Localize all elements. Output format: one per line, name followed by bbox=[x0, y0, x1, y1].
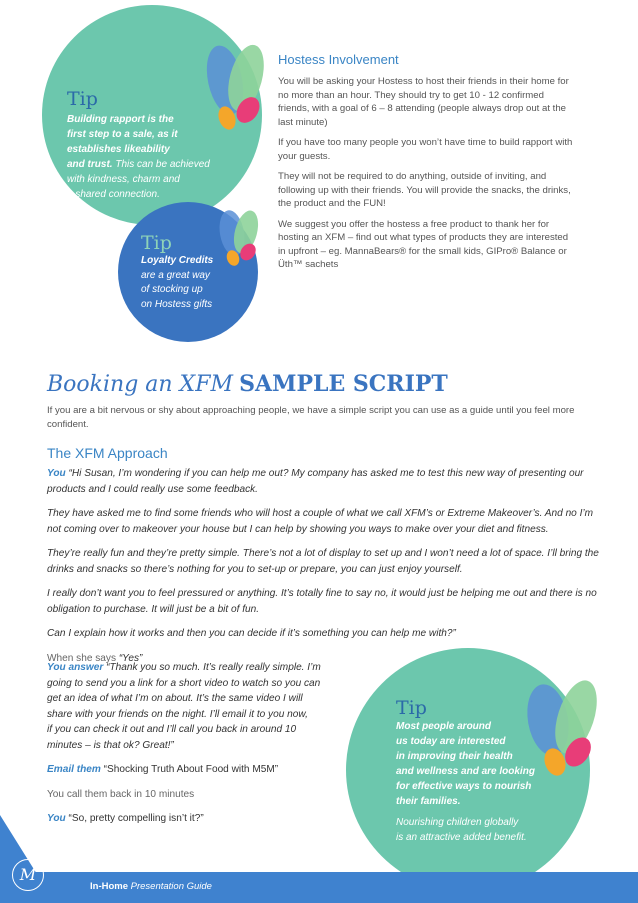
hostess-paragraph: You will be asking your Hostess to host their friends in their home for no more than an hour. They should try to get 10 - 12 confirmed friends, with a goal of 6 – 8 attending (people always drop out at the last minute) bbox=[278, 76, 569, 128]
script-text: “Thank you so much. It’s really really simple. I’m bbox=[103, 662, 321, 673]
booking-title-italic: Booking an XFM bbox=[47, 372, 234, 397]
hostess-section bbox=[278, 52, 578, 279]
script-text: Can I explain how it works and then you can decide if it’s something you can help me with?” bbox=[47, 628, 456, 639]
tip1-text-line: a shared connection. bbox=[67, 189, 160, 200]
tip1-title: Tip bbox=[67, 88, 98, 110]
script-text: minutes – is that ok? Great!” bbox=[47, 739, 174, 751]
tip3-bold-line: us today are interested bbox=[396, 736, 506, 747]
booking-title-bold: SAMPLE SCRIPT bbox=[239, 371, 448, 397]
hostess-paragraph: We suggest you offer the hostess a free product to thank her for hosting an XFM – find out what types of products they are interested in upfront – eg. MannaBears® for the small kids, GIPro® Balance or Üth™ sachets bbox=[278, 218, 569, 270]
booking-title bbox=[47, 371, 607, 397]
script-body bbox=[47, 466, 607, 675]
footer-italic: Presentation Guide bbox=[128, 881, 212, 892]
hostess-paragraph: If you have too many people you won’t have time to build rapport with your guests. bbox=[278, 137, 573, 162]
tip2-line: of stocking up bbox=[141, 284, 203, 295]
tip3-bold-line: for effective ways to nourish bbox=[396, 781, 532, 792]
tip2-line: are a great way bbox=[141, 269, 210, 281]
tip2-title: Tip bbox=[141, 232, 172, 254]
tip1-bold-line: and trust. bbox=[67, 159, 113, 170]
tip3-text-line: is an attractive added benefit. bbox=[396, 832, 527, 843]
script-plain: When she says bbox=[47, 652, 119, 664]
tip3-bold-line: in improving their health bbox=[396, 751, 513, 762]
tip3-text-line: Nourishing children globally bbox=[396, 817, 519, 828]
tip1-bold-line: establishes likeability bbox=[67, 144, 170, 155]
tip3-bold-line: Most people around bbox=[396, 721, 491, 732]
script-text: I really don’t want you to feel pressured or anything. It’s totally fine to say no, it would just be helping me out and there is no obligation to purchase. It will just be a bit of fun. bbox=[47, 588, 597, 615]
tip3-title: Tip bbox=[396, 697, 427, 719]
script-text: “Hi Susan, I’m wondering if you can help me out? My company has asked me to test this new way of presenting our products and I could really use some feedback. bbox=[47, 468, 584, 495]
tip1-bold-line: first step to a sale, as it bbox=[67, 129, 178, 140]
script-quote: “Yes” bbox=[118, 652, 143, 664]
script-text: They’re really fun and they’re pretty simple. There’s not a lot of display to set up and I won’t need a lot of space. I’ll bring the drinks and snacks so there’s nothing for you to set-up or prepare, you can just enjoy yourself. bbox=[47, 548, 599, 575]
script-text: They have asked me to find some friends who will host a couple of what we call XFM’s or Extreme Makeover’s. And no I’m not coming over to makeover your house but I can help by showing you ways to make over your diet and fitness. bbox=[47, 508, 594, 535]
script-text: get an idea of what I’m on about. It’s the same video I will bbox=[47, 693, 303, 704]
footer-bold: In-Home bbox=[90, 881, 128, 892]
script-text: share with your friends on the night. I’ll email it to you now, bbox=[47, 708, 308, 720]
booking-intro: If you are a bit nervous or shy about approaching people, we have a simple script you can use as a guide until you feel more confident. bbox=[47, 405, 575, 430]
speaker-you: You bbox=[47, 468, 66, 479]
tip2-line: Loyalty Credits bbox=[141, 255, 214, 266]
approach-heading: The XFM Approach bbox=[47, 445, 168, 461]
tip1-bold-line: Building rapport is the bbox=[67, 114, 174, 125]
tip1-text-line: This can be achieved bbox=[115, 159, 210, 170]
script-text: if you can check it out and I’ll call you back in around 10 bbox=[47, 724, 297, 735]
script-text: “So, pretty compelling isn’t it?” bbox=[65, 813, 204, 824]
tip3 bbox=[396, 697, 571, 845]
footer-label bbox=[90, 881, 212, 892]
script-answer bbox=[47, 660, 347, 836]
tip3-bold-line: and wellness and are looking bbox=[396, 766, 535, 777]
speaker-you: You bbox=[47, 813, 66, 824]
tip3-bold-line: their families. bbox=[396, 796, 461, 807]
tip1-text-line: with kindness, charm and bbox=[67, 174, 180, 185]
tip1 bbox=[67, 88, 242, 202]
script-text: “Shocking Truth About Food with M5M” bbox=[100, 764, 279, 775]
footer-logo: M bbox=[12, 859, 44, 891]
speaker-email: Email them bbox=[47, 764, 101, 775]
speaker-you-answer: You answer bbox=[47, 662, 104, 673]
tip2 bbox=[141, 232, 246, 312]
hostess-paragraph: They will not be required to do anything, outside of inviting, and following up with their friends. You will provide the snacks, the drinks, the product and the FUN! bbox=[278, 171, 571, 209]
hostess-heading: Hostess Involvement bbox=[278, 52, 399, 67]
script-text: going to send you a link for a short video to watch so you can bbox=[47, 677, 321, 689]
tip2-line: on Hostess gifts bbox=[141, 298, 213, 310]
script-plain: You call them back in 10 minutes bbox=[47, 788, 195, 800]
